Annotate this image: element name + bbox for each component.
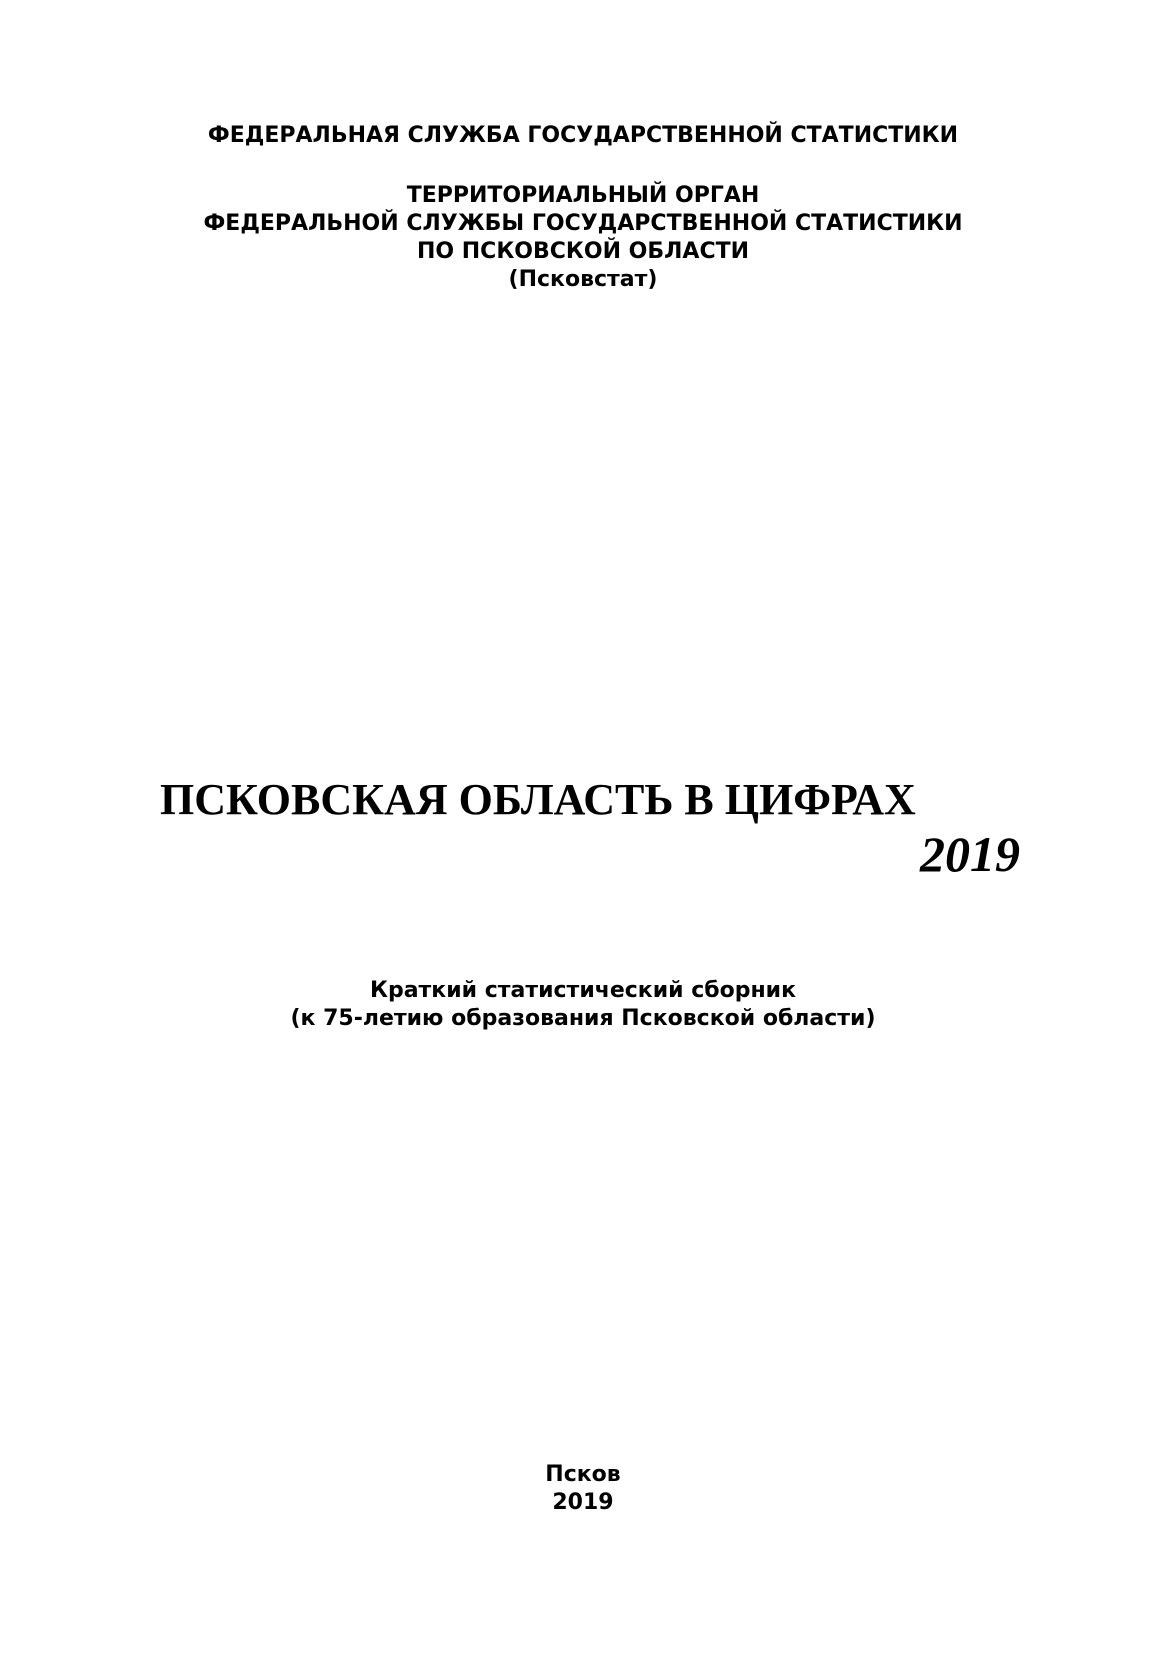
subtitle-line-1: Краткий статистический сборник (369, 978, 797, 1003)
document-subtitle (0, 977, 1166, 1033)
subtitle-line-2: (к 75-летию образования Псковской области) (290, 1006, 876, 1031)
territorial-line-1: ТЕРРИТОРИАЛЬНЫЙ ОРГАН (406, 183, 760, 208)
agency-heading: ФЕДЕРАЛЬНАЯ СЛУЖБА ГОСУДАРСТВЕННОЙ СТАТИСТИКИ (207, 123, 959, 148)
publication-city: Псков (545, 1462, 621, 1487)
territorial-body-heading (0, 182, 1166, 294)
publication-year: 2019 (552, 1490, 614, 1515)
document-title-year: 2019 (920, 826, 1020, 882)
territorial-line-3: ПО ПСКОВСКОЙ ОБЛАСТИ (416, 239, 750, 264)
territorial-line-4: (Псковстат) (508, 267, 658, 292)
territorial-line-2: ФЕДЕРАЛЬНОЙ СЛУЖБЫ ГОСУДАРСТВЕННОЙ СТАТИСТИКИ (203, 211, 963, 236)
publication-place (0, 1461, 1166, 1517)
document-title: ПСКОВСКАЯ ОБЛАСТЬ В ЦИФРАХ (160, 775, 916, 824)
